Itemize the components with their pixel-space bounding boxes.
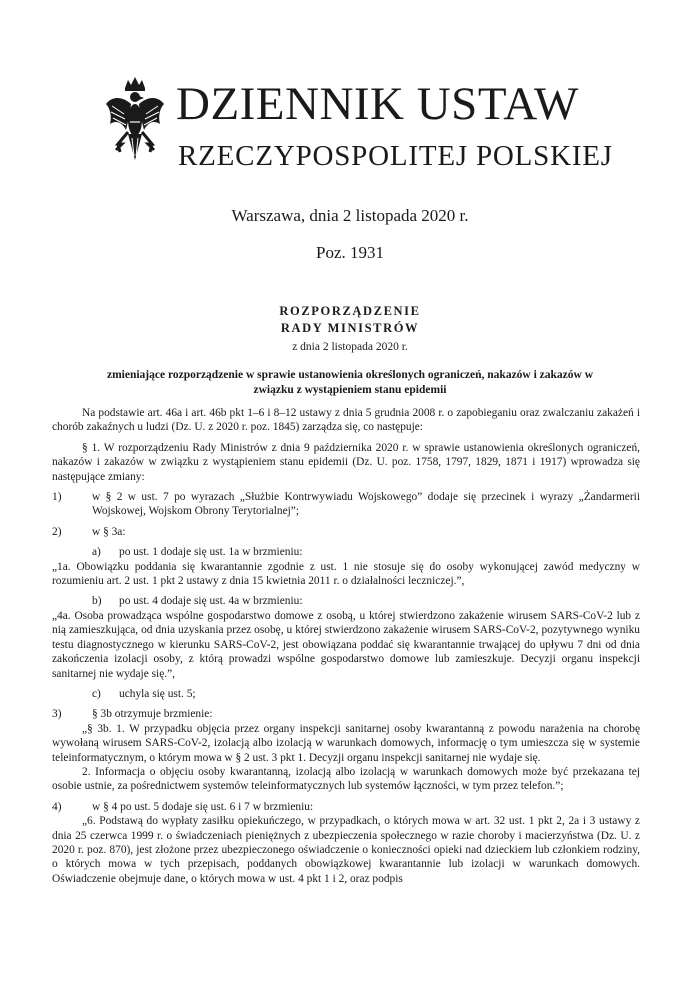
sub-item — [92, 687, 640, 701]
item-text: w § 3a: — [92, 525, 126, 538]
sub-item-letter: c) — [92, 687, 101, 700]
list-item — [52, 800, 640, 814]
item-number: 3) — [52, 708, 62, 721]
preamble: Na podstawie art. 46a i art. 46b pkt 1–6 i 8–12 ustawy z dnia 5 grudnia 2008 r. o zapobieganiu oraz zwalczaniu zakażeń i chorób zakaźnych u ludzi (Dz. U. z 2020 r. poz. 1845) zarządza się, co następuje: — [52, 407, 640, 434]
sub-item-letter: a) — [92, 546, 101, 559]
quoted-provision: „4a. Osoba prowadząca wspólne gospodarstwo domowe z osobą, u której stwierdzono zakażenie wirusem SARS-CoV-2 lub z nią zamieszkująca, od dnia uzyskania przez osobę, u której stwierdzono zakażenie wirusem SARS-CoV-2, pozytywnego wyniku testu diagnostycznego w kierunku SARS-CoV-2, jest obowiązana poddać się kwarantannie trwającej do upływu 7 dni od dnia zakończenia izolacji osoby, z którą prowadzi wspólne gospodarstwo domowe lub zamieszkuje. Decyzji organu inspekcji sanitarnej nie wydaje się.”, — [52, 609, 640, 680]
act-body — [52, 406, 640, 886]
journal-subtitle: RZECZYPOSPOLITEJ POLSKIEJ — [178, 140, 613, 172]
sub-item — [92, 594, 640, 608]
sub-item — [92, 545, 640, 559]
paragraph-1: § 1. W rozporządzeniu Rady Ministrów z dnia 9 października 2020 r. w sprawie ustanowienia określonych ograniczeń, nakazów i zakazów w związku z wystąpieniem stanu epidemii (Dz. U. poz. 1758, 1797, 1829, 1871 i 1917) wprowadza się następujące zmiany: — [52, 441, 640, 483]
page-bottom-margin — [0, 984, 700, 996]
quoted-provision: 2. Informacja o objęciu osoby kwarantanną, izolacją albo izolacją w warunkach domowych może być przekazana tej osobie ustnie, za pośrednictwem systemów teleinformatycznych lub systemów łączności, w tym przez telefon.”; — [52, 765, 640, 793]
act-subject: zmieniające rozporządzenie w sprawie ustanowienia określonych ograniczeń, nakazów i zakazów w związku z wystąpieniem stanu epidemii — [106, 369, 594, 396]
item-text: w § 4 po ust. 5 dodaje się ust. 6 i 7 w brzmieniu: — [92, 800, 314, 813]
quoted-provision: „6. Podstawą do wypłaty zasiłku opiekuńczego, w przypadkach, o których mowa w art. 32 ust. 1 pkt 2, 2a i 3 ustawy z dnia 25 czerwca 1999 r. o świadczeniach pieniężnych z ubezpieczenia społecznego w razie choroby i macierzyństwa (Dz. U. z 2020 r. poz. 870), jest złożone przez ubezpieczonego oświadczenie o konieczności opieki nad dzieckiem lub członkiem rodziny, o których mowa w tych przepisach, poddanych obowiązkowej kwarantannie lub izolacji w warunkach domowych. Oświadczenie obejmuje dane, o których mowa w ust. 4 pkt 1 i 2, oraz podpis — [52, 815, 640, 885]
polish-eagle-emblem-icon — [104, 74, 166, 176]
act-issuer: RADY MINISTRÓW — [280, 321, 420, 335]
sub-item-text: po ust. 1 dodaje się ust. 1a w brzmieniu: — [119, 546, 303, 559]
item-number: 2) — [52, 525, 62, 538]
quoted-provision: „1a. Obowiązku poddania się kwarantannie zgodnie z ust. 1 nie stosuje się do osoby wykonującej zawód medyczny w rozumieniu art. 2 ust. 1 pkt 2 ustawy z dnia 15 kwietnia 2011 r. o działalności leczniczej.”, — [52, 560, 640, 588]
item-text: § 3b otrzymuje brzmienie: — [92, 708, 213, 721]
list-item — [52, 525, 640, 539]
journal-title: DZIENNIK USTAW — [176, 78, 579, 130]
sub-item-letter: b) — [92, 595, 102, 608]
list-item — [52, 490, 640, 519]
place-and-date: Warszawa, dnia 2 listopada 2020 r. — [231, 206, 469, 225]
sub-item-text: po ust. 4 dodaje się ust. 4a w brzmieniu: — [119, 595, 303, 608]
item-number: 4) — [52, 800, 62, 813]
sub-item-text: uchyla się ust. 5; — [119, 687, 196, 700]
quoted-provision: „§ 3b. 1. W przypadku objęcia przez organy inspekcji sanitarnej osoby kwarantanną z powodu narażenia na chorobę wywołaną wirusem SARS-CoV-2, izolacją albo izolacją w warunkach domowych, informację o tym umieszcza się w systemie teleinformatycznym, o którym mowa w § 2 ust. 3 pkt 1. Decyzji organu inspekcji sanitarnej nie wydaje się. — [52, 722, 640, 764]
position-number: Poz. 1931 — [316, 243, 384, 262]
act-date: z dnia 2 listopada 2020 r. — [292, 341, 408, 353]
item-text: w § 2 w ust. 7 po wyrazach „Służbie Kontrwywiadu Wojskowego” dodaje się przecinek i wyrazy „Żandarmerii Wojskowej, Wojskom Obrony Terytorialnej”; — [92, 491, 640, 518]
list-item — [52, 707, 640, 721]
act-type: ROZPORZĄDZENIE — [279, 304, 421, 318]
item-number: 1) — [52, 491, 62, 504]
